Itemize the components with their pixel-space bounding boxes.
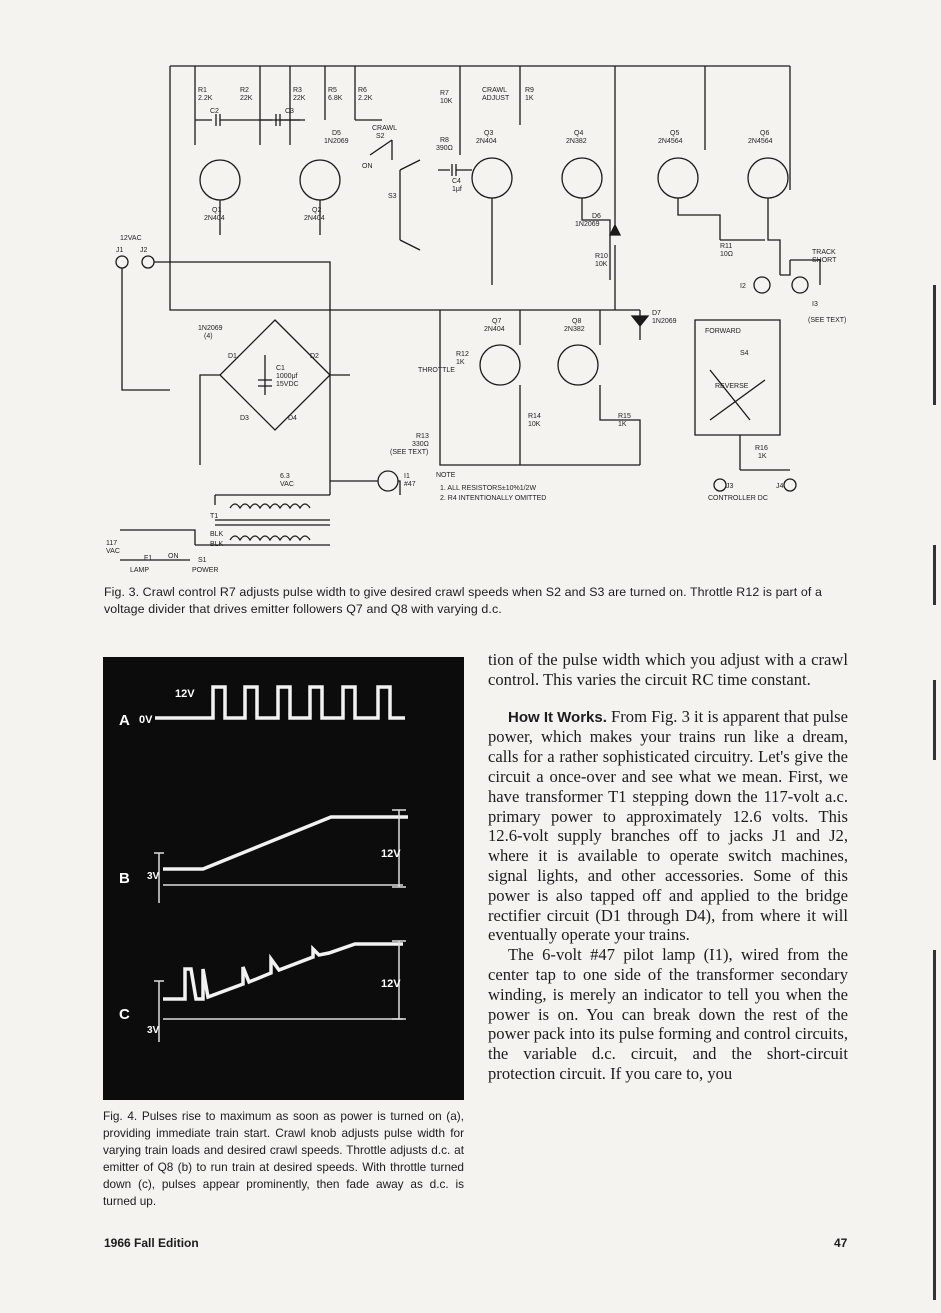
label-r11: R11: [720, 243, 733, 250]
label-12vac: 12VAC: [120, 235, 142, 242]
figure-3-caption: Fig. 3. Crawl control R7 adjusts pulse width to give desired crawl speeds when S2 and S3 are turned on. Throttle R12 is part of a voltage divider that drives emitter followers Q7 and Q8 with varying d.c.: [104, 585, 822, 616]
label-d1-d4-count: (4): [204, 333, 213, 340]
label-d7: D7: [652, 310, 661, 317]
label-on: ON: [362, 163, 373, 170]
article-body: [488, 650, 848, 1084]
label-r1-value: 2.2K: [198, 95, 213, 102]
label-power: POWER: [192, 567, 219, 574]
footer-edition: 1966 Fall Edition: [104, 1236, 199, 1250]
label-r3-value: 22K: [293, 95, 306, 102]
label-on-2: ON: [168, 553, 179, 560]
label-d1-d4: 1N2069: [198, 325, 223, 332]
trace-c-12v-label: 12V: [381, 978, 401, 990]
label-q3-value: 2N404: [476, 138, 497, 145]
label-short: SHORT: [812, 257, 837, 264]
label-q1: Q1: [212, 207, 222, 214]
oscilloscope-photo: [103, 657, 464, 1100]
label-q7-value: 2N404: [484, 326, 505, 333]
label-c1-value: 1000μf: [276, 373, 298, 380]
label-j3: J3: [726, 483, 734, 490]
label-q8: Q8: [572, 318, 582, 325]
label-117: 117: [106, 540, 118, 547]
label-r3: R3: [293, 87, 302, 94]
label-forward: FORWARD: [705, 328, 741, 335]
scan-edge-mark: [933, 680, 936, 760]
label-s2: S2: [376, 133, 385, 140]
label-q4-value: 2N382: [566, 138, 587, 145]
label-r11-value: 10Ω: [720, 251, 734, 258]
label-q6-value: 2N4564: [748, 138, 773, 145]
label-j2: J2: [140, 247, 148, 254]
label-r15: R15: [618, 413, 631, 420]
label-t1: T1: [210, 513, 219, 520]
label-c2: C2: [210, 108, 219, 115]
label-c4: C4: [452, 178, 461, 185]
label-r2-value: 22K: [240, 95, 253, 102]
label-i3: I3: [812, 301, 818, 308]
label-d6: D6: [592, 213, 601, 220]
label-crawl-adjust: CRAWL: [482, 87, 508, 94]
label-q2-value: 2N404: [304, 215, 325, 222]
trace-b-3v-label: 3V: [147, 871, 160, 882]
label-r7: R7: [440, 90, 449, 97]
paragraph-2-text: From Fig. 3 it is apparent that pulse power, which makes your trains run like a dream, calls for a rather sophisticated circuitry. Let's give the circuit a once-over and see what we mean. First, we have transformer T1 stepping down the 117-volt a.c. primary power to approximately 12.6 volts. This 12.6-volt supply branches off to jacks J1 and J2, where it is available to operate switch machines, signal lights, and other accessories. Some of this power is also tapped off and applied to the bridge rectifier circuit (D1 through D4), from where it will eventually operate your trains.: [488, 706, 848, 945]
label-r10: R10: [595, 253, 608, 260]
label-blk: BLK: [210, 531, 224, 538]
label-s1: S1: [198, 557, 207, 564]
label-d4: D4: [288, 415, 297, 422]
label-lamp: LAMP: [130, 567, 150, 574]
label-q2: Q2: [312, 207, 322, 214]
label-d5-value: 1N2069: [324, 138, 349, 145]
label-q7: Q7: [492, 318, 502, 325]
label-d3: D3: [240, 415, 249, 422]
label-q3: Q3: [484, 130, 494, 137]
label-reverse: REVERSE: [715, 383, 749, 390]
label-r7-value: 10K: [440, 98, 453, 105]
label-c3: C3: [285, 108, 294, 115]
label-r12: R12: [456, 351, 469, 358]
label-i1-value: #47: [404, 481, 416, 488]
label-r13: R13: [416, 433, 429, 440]
label-r5: R5: [328, 87, 337, 94]
label-r14-value: 10K: [528, 421, 541, 428]
label-crawl-switch: CRAWL: [372, 125, 398, 132]
label-r8: R8: [440, 137, 449, 144]
label-i3-value: (SEE TEXT): [808, 317, 847, 324]
label-r6-value: 2.2K: [358, 95, 373, 102]
label-d5: D5: [332, 130, 341, 137]
label-r12-value: 1K: [456, 359, 465, 366]
label-r9: R9: [525, 87, 534, 94]
label-throttle: THROTTLE: [418, 367, 455, 374]
label-note-2: 2. R4 INTENTIONALLY OMITTED: [440, 495, 547, 502]
label-r13-value: 330Ω: [412, 441, 429, 448]
label-q4: Q4: [574, 130, 584, 137]
label-i1: I1: [404, 473, 410, 480]
label-r1: R1: [198, 87, 207, 94]
label-c4-value: 1μf: [452, 186, 462, 193]
label-c1-voltage: 15VDC: [276, 381, 299, 388]
paragraph-1: tion of the pulse width which you adjust with a crawl control. This varies the circuit RC time constant.: [488, 650, 848, 689]
label-r5-value: 6.8K: [328, 95, 343, 102]
trace-b-12v-label: 12V: [381, 848, 401, 860]
page-number: 47: [834, 1236, 848, 1250]
paragraph-2: [488, 707, 848, 946]
label-s3: S3: [388, 193, 397, 200]
label-r13-note: (SEE TEXT): [390, 449, 429, 456]
label-q8-value: 2N382: [564, 326, 585, 333]
label-r8-value: 390Ω: [436, 145, 453, 152]
label-6v3: 6.3: [280, 473, 290, 480]
label-d6-value: 1N2069: [575, 221, 600, 228]
trace-a-0v-label: 0V: [139, 714, 153, 726]
label-d1: D1: [228, 353, 237, 360]
label-j1: J1: [116, 247, 124, 254]
label-i2: I2: [740, 283, 746, 290]
label-controller-dc: CONTROLLER DC: [708, 495, 768, 502]
label-track: TRACK: [812, 249, 836, 256]
label-r15-value: 1K: [618, 421, 627, 428]
label-r9-value: 1K: [525, 95, 534, 102]
label-note-1: 1. ALL RESISTORS±10%1/2W: [440, 485, 537, 492]
label-f1: F1: [144, 555, 153, 562]
paragraph-3: The 6-volt #47 pilot lamp (I1), wired from the center tap to one side of the transformer secondary winding, is merely an indicator to tell you when the power is on. You can break down the rest of the power pack into its pulse forming and control circuits, the variable d.c. circuit, and the short-circuit protection circuit. If you care to, you: [488, 945, 848, 1083]
label-q1-value: 2N404: [204, 215, 225, 222]
scan-edge-mark: [933, 545, 936, 605]
scan-edge-mark: [933, 285, 936, 405]
label-117-vac: VAC: [106, 548, 120, 555]
label-r16: R16: [755, 445, 768, 452]
label-crawl-adjust-2: ADJUST: [482, 95, 510, 102]
label-c1: C1: [276, 365, 285, 372]
label-r14: R14: [528, 413, 541, 420]
label-r2: R2: [240, 87, 249, 94]
label-note: NOTE: [436, 472, 456, 479]
schematic-fig3: [100, 40, 860, 580]
label-vac: VAC: [280, 481, 294, 488]
label-r6: R6: [358, 87, 367, 94]
trace-a-12v-label: 12V: [175, 688, 195, 700]
label-q5-value: 2N4564: [658, 138, 683, 145]
scan-edge-mark: [933, 950, 936, 1300]
trace-b-letter: B: [119, 870, 130, 887]
section-heading: How It Works.: [508, 708, 607, 726]
label-s4: S4: [740, 350, 749, 357]
trace-a-letter: A: [119, 712, 130, 729]
label-d7-value: 1N2069: [652, 318, 677, 325]
figure-4-caption: Fig. 4. Pulses rise to maximum as soon as power is turned on (a), providing immediate train start. Crawl knob adjusts pulse width for varying train loads and desired crawl speeds. Throttle adjusts d.c. at emitter of Q8 (b) to run train at desired speeds. With throttle turned down (c), pulses appear prominently, then fade away as d.c. is turned up.: [103, 1109, 464, 1208]
trace-c-letter: C: [119, 1006, 130, 1023]
label-blk-2: BLK: [210, 541, 224, 548]
label-q5: Q5: [670, 130, 680, 137]
label-r16-value: 1K: [758, 453, 767, 460]
label-j4: J4: [776, 483, 784, 490]
label-d2: D2: [310, 353, 319, 360]
label-r10-value: 10K: [595, 261, 608, 268]
label-q6: Q6: [760, 130, 770, 137]
trace-c-3v-label: 3V: [147, 1025, 160, 1036]
